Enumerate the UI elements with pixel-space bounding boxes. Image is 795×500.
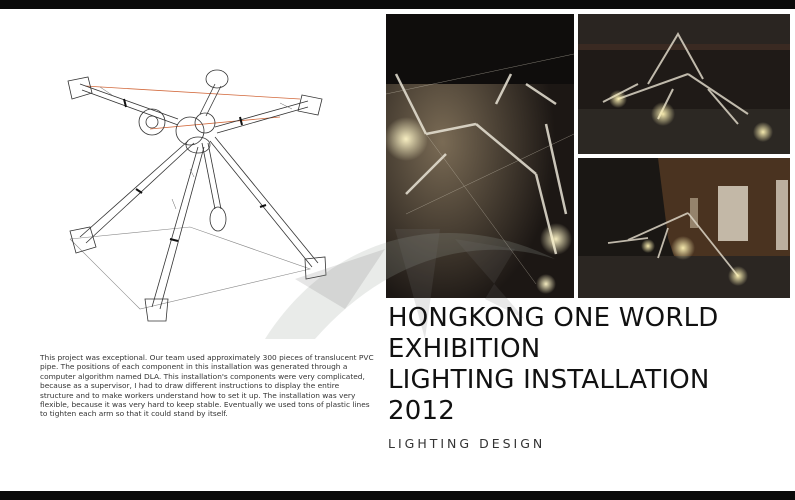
title-line-2: EXHIBITION bbox=[388, 334, 541, 364]
project-subtitle: LIGHTING DESIGN bbox=[388, 436, 546, 451]
installation-photo-1 bbox=[386, 14, 574, 298]
title-line-1: HONGKONG ONE WORLD bbox=[388, 303, 719, 333]
title-line-3: LIGHTING INSTALLATION bbox=[388, 365, 710, 395]
installation-photo-2 bbox=[578, 14, 790, 154]
installation-photo-3 bbox=[578, 158, 790, 298]
portfolio-page bbox=[0, 9, 795, 491]
structure-sketch bbox=[40, 59, 340, 349]
project-description: This project was exceptional. Our team used approximately 300 pieces of translucent PVC pipe. The positions of each component in this installation was generated through a computer algorithm named DLA. This installation's components were very complicated, because as a supervisor, I had to draw different instructions to display the entire structure and to make workers understand how to set it up. The installation was very flexible, because it was very hard to keep stable. Eventually we used tons of plastic lines to tighten each arm so that it could stand by itself. bbox=[40, 353, 374, 419]
bottom-black-bar bbox=[0, 491, 795, 500]
title-line-4: 2012 bbox=[388, 396, 455, 426]
project-title bbox=[388, 303, 788, 427]
top-black-bar bbox=[0, 0, 795, 9]
